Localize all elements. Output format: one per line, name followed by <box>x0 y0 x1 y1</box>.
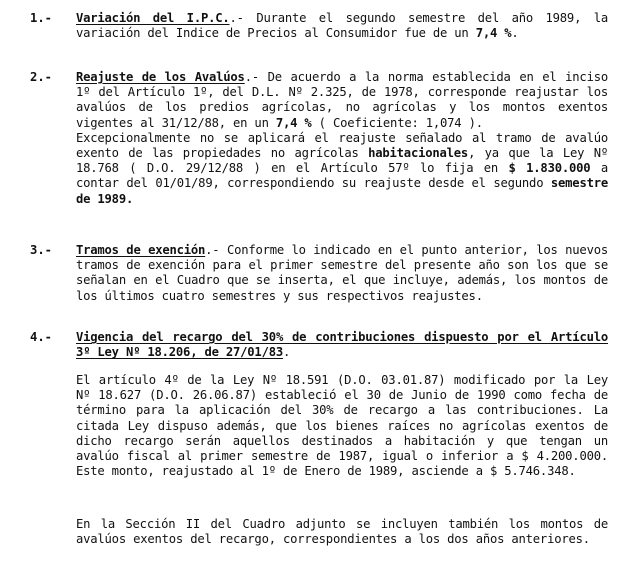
section-heading: Tramos de exención <box>76 243 206 257</box>
section-body <box>76 243 608 304</box>
section-heading: Vigencia del recargo del 30% de contribuciones dispuesto por el Artículo 3º Ley Nº 18.206, de 27/01/83 <box>76 330 608 360</box>
section-paragraph <box>76 70 608 131</box>
section-text: Durante el segundo semestre del año 1989, la variación del Indice de Precios al Consumidor fue de un <box>76 11 608 41</box>
section-text-end: . <box>511 26 519 41</box>
section-number: 4.- <box>30 330 53 344</box>
heading-separator: .- <box>244 70 268 84</box>
percent-value: 7,4 % <box>275 115 312 130</box>
section-body <box>76 11 608 41</box>
section-4-paragraph-2: En la Sección II del Cuadro adjunto se incluyen también los montos de avalúos exentos del recargo, correspondientes a los dos años anteriores. <box>76 517 608 547</box>
section-heading-block <box>76 330 608 360</box>
heading-separator: .- <box>205 243 227 257</box>
heading-separator: .- <box>229 11 257 25</box>
section-number: 2.- <box>30 70 53 84</box>
section-heading: Variación del I.P.C. <box>76 11 230 25</box>
section-4-paragraph-1: El artículo 4º de la Ley Nº 18.591 (D.O. 03.01.87) modificado por la Ley Nº 18.627 (D.O. 26.06.87) estableció el 30 de Junio de 1990 como fecha de término para la aplicación del 30% de recargo a las contribuciones. La citada Ley dispuso además, que los bienes raíces no agrícolas exentos de dicho recargo serán aquellos destinados a habitación y que tengan un avalúo fiscal al primer semestre de 1987, igual o inferior a $ 4.200.000. Este monto, reajustado al 1º de Enero de 1989, asciende a $ 5.746.348. <box>76 373 608 479</box>
section-paragraph-exception <box>76 131 608 207</box>
section-body <box>76 70 608 207</box>
heading-separator: . <box>283 345 291 360</box>
percent-value: 7,4 % <box>475 26 512 41</box>
date-text: a contar del 01/01/89, correspondiendo su reajuste desde el segundo <box>76 161 609 191</box>
amount-value: $ 1.830.000 <box>508 161 591 176</box>
section-number: 1.- <box>30 11 53 25</box>
habitacionales-term: habitacionales <box>368 146 469 161</box>
exception-text: Excepcionalmente no se aplicará el reajuste señalado al tramo de avalúo exento de las propiedades no agrícolas <box>76 130 608 161</box>
section-text: Conforme lo indicado en el punto anterior, los nuevos tramos de exención para el primer semestre del presente año son los que se señalan en el Cuadro que se inserta, el que incluye, además, los montos de los últimos cuatro semestres y sus respectivos reajustes. <box>76 243 608 303</box>
section-heading: Reajuste de los Avalúos <box>76 70 245 84</box>
law-text: , ya que la Ley Nº 18.768 ( D.O. 29/12/88 ) en el Artículo 57º lo fija en <box>76 146 608 176</box>
section-text-end: ( Coeficiente: 1,074 ). <box>311 115 483 130</box>
section-number: 3.- <box>30 243 53 257</box>
semester-text: semestre de 1989. <box>76 176 608 206</box>
section-text: De acuerdo a la norma establecida en el inciso 1º del Artículo 1º, del D.L. Nº 2.325, de 1978, corresponde reajustar los avalúos de los predios agrícolas, no agrícolas y los montos exentos vigentes al 31/12/88, en un <box>76 70 608 130</box>
